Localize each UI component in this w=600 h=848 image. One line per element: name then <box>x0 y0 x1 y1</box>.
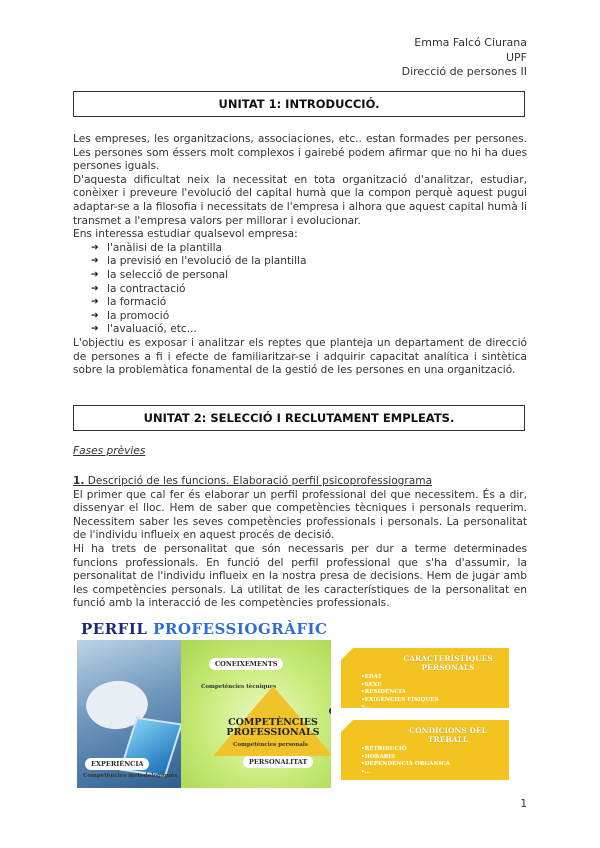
subheading-number: 1. <box>73 475 85 487</box>
list-item: • EDAT <box>361 674 439 682</box>
list-item: ➔ la formació <box>91 296 527 310</box>
figure-title-part-2: PROFESSIOGRÀFIC <box>153 620 328 638</box>
unit2-title-box <box>73 405 525 431</box>
caracteristiques-list <box>361 674 439 712</box>
list-item: • ... <box>361 769 450 777</box>
box-fold-corner <box>341 648 353 660</box>
unit1-body <box>73 133 527 378</box>
fases-previes-heading: Fases prèvies <box>73 445 146 457</box>
unit1-paragraph-2: D'aquesta dificultat neix la necessitat en tota organització d'analitzar, estudiar, conèixer i preveure l'evolució del capital humà que la compon perquè aquest pugui adaptar-se a la filosofia i necessitats de l'empresa i alhora que aquest capital humà li transmet a l'empresa valors per millorar i evolucionar. <box>73 173 527 227</box>
condicions-title: CONDICIONS DEL TREBALL <box>409 726 487 744</box>
competencies-professionals-label: COMPETÈNCIES PROFESSIONALS <box>226 717 320 738</box>
unit1-paragraph-1: Les empreses, les organitzacions, associaciones, etc.. estan formades per persones. Les persones som éssers molt complexos i gairebé podem afirmar que no hi ha dues persones iguals. <box>73 133 527 173</box>
list-item: ➔ la promoció <box>91 310 527 324</box>
unit1-paragraph-3: Ens interessa estudiar qualsevol empresa: <box>73 228 298 241</box>
list-item: • ... <box>361 704 439 712</box>
experiencia-label: EXPERIÈNCIA <box>85 758 149 770</box>
unit1-title: UNITAT 1: INTRODUCCIÓ. <box>218 97 380 111</box>
unit2-paragraph-1: El primer que cal fer és elaborar un perfil professional del que necessitem. És a dir, dissenyar el lloc. Hem de saber que competències tècniques i personals requerim. Necessitem saber les seves competències professionals i personals. La personalitat de l'individu influeix en aquest procés de decisió. <box>73 488 527 542</box>
unit1-bullet-list <box>73 242 527 337</box>
comp-metodologiques-label: Competències metodològiques <box>83 773 178 779</box>
figure-title-part-1: PERFIL <box>81 620 154 638</box>
subheading-text: Descripció de les funcions. Elaboració perfil psicoprofessiograma <box>84 475 433 487</box>
personalitat-label: PERSONALITAT <box>243 756 313 768</box>
list-item: ➔ la contractació <box>91 283 527 297</box>
list-item: • RETRIBUCIÓ <box>361 746 450 754</box>
list-item: • EXIGÈNCIES FÍSIQUES <box>361 697 439 705</box>
coneixements-label: CONEIXEMENTS <box>209 658 283 670</box>
page-number: 1 <box>520 798 527 810</box>
conditions-panel <box>331 640 509 788</box>
list-item: • RESIDÈNCIA <box>361 689 439 697</box>
list-item: • HORARIS <box>361 754 450 762</box>
condicions-list <box>361 746 450 776</box>
unit1-title-box <box>73 91 525 117</box>
caracteristiques-title: CARACTERÍSTIQUES PERSONALS <box>403 654 493 672</box>
unit2-title: UNITAT 2: SELECCIÓ I RECLUTAMENT EMPLEATS. <box>143 411 455 425</box>
caracteristiques-box <box>341 648 509 708</box>
unit2-paragraph-2: Hi ha trets de personalitat que són necessaris per dur a terme determinades funcions professionals. En funció del perfil professional que s'ha d'assumir, la personalitat de l'individu influeix en la nostra presa de decisions. Hem de jugar amb les competències personals. La utilitat de les característiques de la personalitat en funció amb la interacció de les competències professionals. <box>73 542 527 610</box>
list-item: • DEPENDÈNCIA ORGÀNICA <box>361 761 450 769</box>
header-institution: UPF <box>505 50 527 64</box>
unit2-body <box>73 475 527 611</box>
unit1-paragraph-4: L'objectiu es exposar i analitzar els reptes que planteja un departament de direcció de persones a fi i efecte de familiaritzar-se i adquirir capacitat analítica i sintètica sobre la problemàtica fonamental de la gestió de les persones en una organització. <box>73 336 527 377</box>
box-fold-corner <box>341 720 353 732</box>
figure-title <box>81 620 327 638</box>
list-item: ➔ la previsió en l'evolució de la plantilla <box>91 255 527 269</box>
list-item: ➔ l'anàlisi de la plantilla <box>91 242 527 256</box>
header-author: Emma Falcó Ciurana <box>414 36 527 49</box>
header-course: Direcció de persones II <box>401 65 527 78</box>
list-item: ➔ l'avaluació, etc... <box>91 323 527 337</box>
condicions-box <box>341 720 509 780</box>
comp-personals-label: Competències personals <box>233 742 308 748</box>
unit2-subheading <box>73 475 527 489</box>
perfil-professiografic-figure <box>73 618 509 788</box>
list-item: • SEXE <box>361 682 439 690</box>
comp-tecniques-label: Competències tècniques <box>201 684 277 690</box>
page-header <box>402 36 527 80</box>
list-item: ➔ la selecció de personal <box>91 269 527 283</box>
